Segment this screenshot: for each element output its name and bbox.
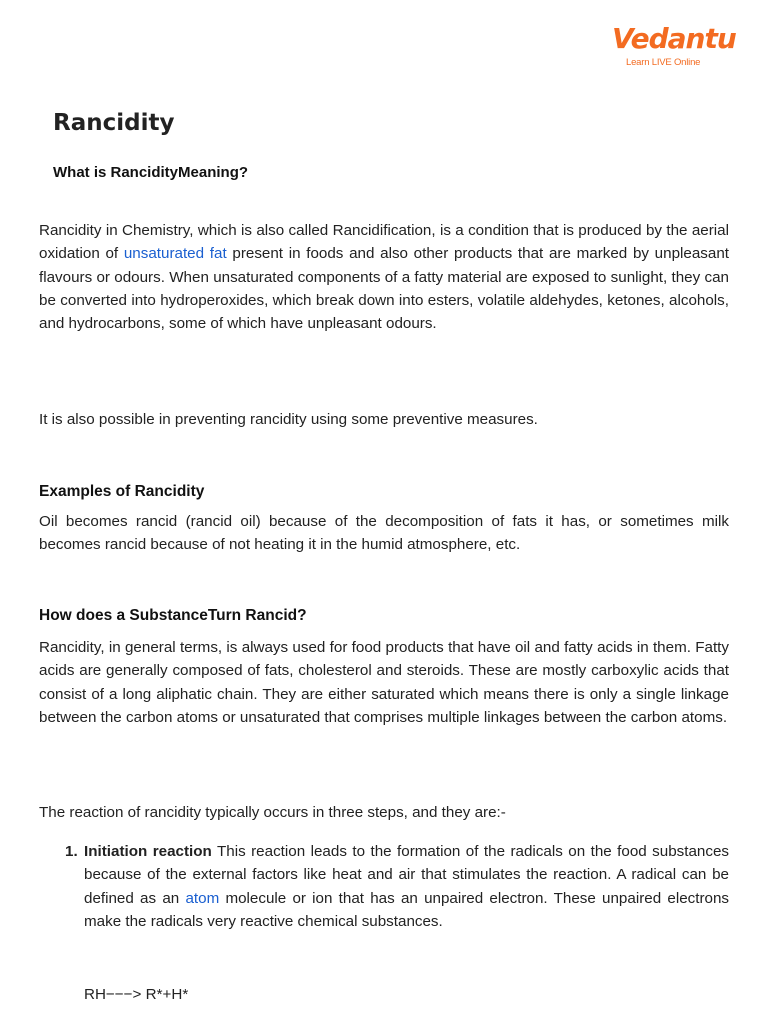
logo-tagline: Learn LIVE Online — [626, 57, 701, 68]
steps-list — [39, 840, 729, 933]
intro-paragraph — [39, 219, 729, 335]
page-title: Rancidity — [53, 110, 175, 136]
reaction-equation: RH−−−> R*+H* — [84, 986, 189, 1003]
steps-intro: The reaction of rancidity typically occurs in three steps, and they are:- — [39, 804, 506, 821]
atom-link[interactable]: atom — [185, 889, 220, 907]
examples-heading: Examples of Rancidity — [39, 483, 205, 500]
intro-text-1: Rancidity in Chemistry, which is also called Rancidification, is a condition that is produced by the aerial oxidation of — [39, 222, 729, 263]
unsaturated-fat-link[interactable]: unsaturated fat — [123, 245, 227, 263]
step-text-2: molecule or ion that has an unpaired electron. These unpaired electrons make the radicals very reactive chemical substances. — [84, 889, 730, 930]
prevent-paragraph: It is also possible in preventing rancidity using some preventive measures. — [39, 411, 538, 428]
how-paragraph: Rancidity, in general terms, is always used for food products that have oil and fatty acids in them. Fatty acids are generally composed of fats, cholesterol and steroids. These are mostly carboxylic acids that consist of a long aliphatic chain. They are either saturated which means there is only a single linkage between the carbon atoms or unsaturated that comprises multiple linkages between the carbon atoms. — [39, 639, 729, 726]
step-number: 1. — [65, 843, 78, 860]
examples-paragraph: Oil becomes rancid (rancid oil) because of the decomposition of fats it has, or sometimes milk becomes rancid because of not heating it in the humid atmosphere, etc. — [39, 513, 729, 554]
step-term: Initiation reaction — [84, 843, 212, 860]
how-heading: How does a SubstanceTurn Rancid? — [39, 607, 307, 624]
step-text-1: This reaction leads to the formation of the radicals on the food substances because of the external factors like heat and air that stimulates the reaction. A radical can be defined as an — [84, 843, 730, 907]
intro-text-2: present in foods and also other products that are marked by unpleasant flavours or odours. When unsaturated components of a fatty material are exposed to sunlight, they can be converted into hydroperoxides, which break down into esters, volatile aldehydes, ketones, alcohols, and hydrocarbons, some of which have unpleasant odours. — [39, 245, 729, 333]
section-question: What is RancidityMeaning? — [53, 164, 249, 181]
list-item — [39, 840, 729, 933]
vedantu-logo[interactable] — [606, 22, 736, 72]
logo-wordmark: Vedantu — [612, 22, 736, 55]
